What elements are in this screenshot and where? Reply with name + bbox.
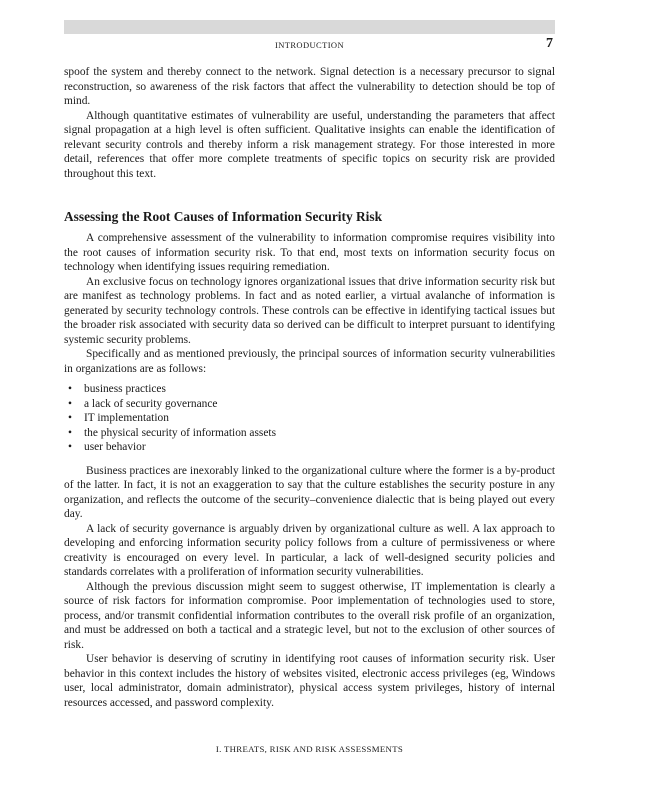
list-item: • IT implementation	[84, 411, 555, 426]
body-paragraph: Business practices are inexorably linked to the organizational culture where the former is a by-product of the latter. In fact, it is not an exaggeration to say that the culture establishes the security posture in any organization, and reflects the outcome of the security–convenience dialectic that is being played out every day.	[64, 464, 555, 520]
running-title: INTRODUCTION	[274, 40, 344, 50]
page-body	[64, 65, 555, 710]
list-item: • user behavior	[84, 440, 555, 455]
page-footer: I. THREATS, RISK AND RISK ASSESSMENTS	[215, 744, 404, 754]
list-item: • the physical security of information assets	[84, 426, 555, 441]
body-paragraph: A lack of security governance is arguably driven by organizational culture as well. A lax approach to developing and enforcing information security policy follows from a culture of permissiveness or where creativity is encouraged on every level. In particular, a lack of well-designed security policies and standards correlates with a proliferation of information security vulnerabilities.	[64, 522, 555, 578]
page-header	[64, 36, 555, 54]
section-heading: Assessing the Root Causes of Information Security Risk	[64, 209, 383, 224]
header-bar	[64, 20, 555, 34]
list-item: • business practices	[84, 382, 555, 397]
body-paragraph: An exclusive focus on technology ignores organizational issues that drive information security risk but are manifest as technology problems. In fact and as noted earlier, a virtual avalanche of information is generated by security technology controls. These controls can be effective in identifying tactical issues but the broader risk associated with security data so derived can be difficult to interpret pursuant to identifying systemic security problems.	[64, 275, 555, 346]
bullet-list	[64, 382, 555, 455]
body-paragraph: Specifically and as mentioned previously, the principal sources of information security vulnerabilities in organizations are as follows:	[64, 348, 555, 375]
body-paragraph: User behavior is deserving of scrutiny in identifying root causes of information security risk. User behavior in this context includes the history of websites visited, electronic access privileges (eg, Windows user, local administrator, domain administrator), physical access system privileges, history of internal resources accessed, and password complexity.	[64, 653, 555, 709]
page-number: 7	[546, 36, 553, 51]
body-paragraph: Although quantitative estimates of vulnerability are useful, understanding the parameters that affect signal propagation at a high level is often sufficient. Qualitative insights can enable the identification of relevant security controls and thereby inform a risk management strategy. For those interested in more detail, references that offer more complete treatments of specific topics on security risk are provided throughout this text.	[64, 109, 555, 180]
body-paragraph: A comprehensive assessment of the vulnerability to information compromise requires visibility into the root causes of information security risk. To that end, most texts on information security focus on technology when identifying issues requiring remediation.	[64, 232, 555, 273]
body-paragraph: spoof the system and thereby connect to the network. Signal detection is a necessary precursor to signal reconstruction, so awareness of the risk factors that affect the vulnerability to detection should be top of mind.	[64, 66, 555, 107]
list-item: • a lack of security governance	[84, 397, 555, 412]
body-paragraph: Although the previous discussion might seem to suggest otherwise, IT implementation is clearly a source of risk factors for information compromise. Poor implementation of technologies used to store, process, and/or transmit confidential information contributes to the overall risk profile of an organization, and must be addressed on both a tactical and a strategic level, but not to the exclusion of other sources of risk.	[64, 580, 555, 651]
